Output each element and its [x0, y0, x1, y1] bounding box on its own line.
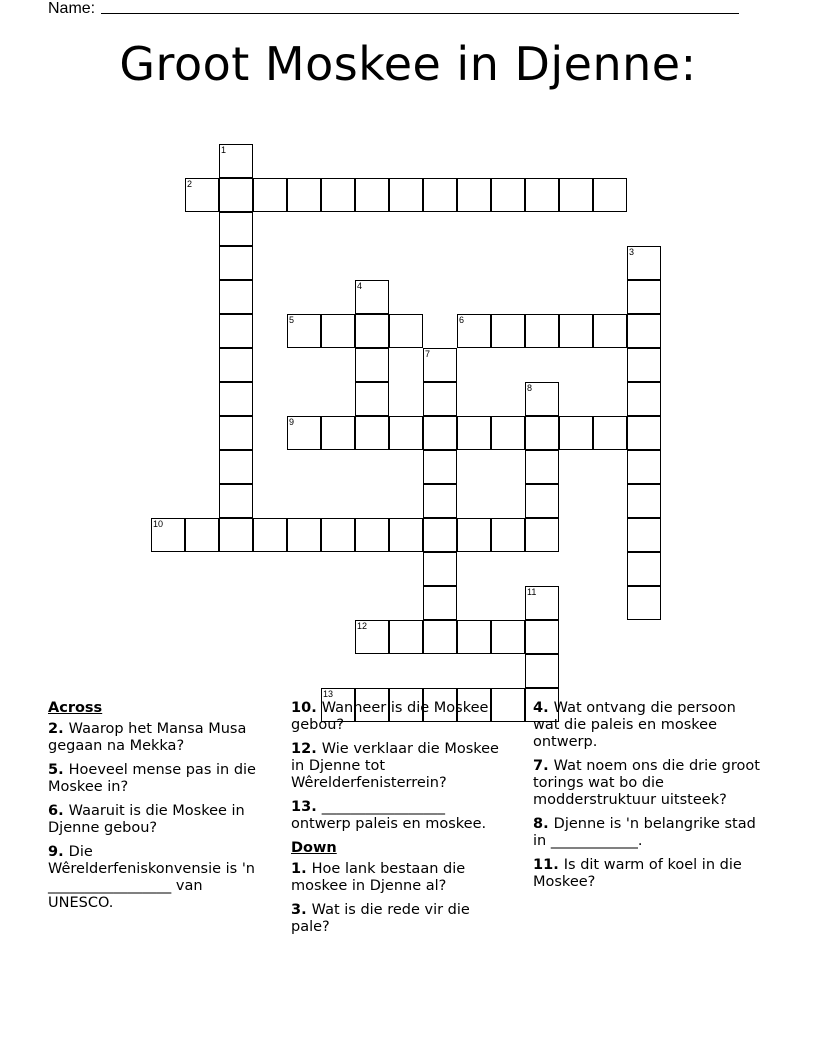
grid-cell[interactable]: [491, 620, 525, 654]
clue-text: Wat ontvang die persoon wat die paleis en moskee ontwerp.: [533, 700, 736, 750]
clue-text: Wat noem ons die drie groot torings wat bo die modderstruktuur uitsteek?: [533, 758, 760, 808]
clue-text: Wie verklaar die Moskee in Djenne tot Wêrelderfenisterrein?: [291, 741, 499, 791]
grid-cell[interactable]: [389, 620, 423, 654]
clue-number: 1: [291, 861, 302, 877]
cell-number: 10: [153, 519, 164, 529]
grid-cell[interactable]: [321, 518, 355, 552]
grid-cell[interactable]: [355, 314, 389, 348]
grid-cell[interactable]: [559, 416, 593, 450]
clue-number: 4: [533, 700, 544, 716]
grid-cell[interactable]: [321, 178, 355, 212]
clue-number: 13: [291, 799, 312, 815]
grid-cell[interactable]: [355, 348, 389, 382]
grid-cell[interactable]: [219, 382, 253, 416]
cell-number: 6: [459, 315, 465, 325]
grid-cell-6[interactable]: [457, 314, 491, 348]
grid-cell[interactable]: [423, 552, 457, 586]
grid-cell[interactable]: [627, 552, 661, 586]
grid-cell[interactable]: [321, 416, 355, 450]
cell-number: 2: [187, 179, 193, 189]
clue-text: Waaruit is die Moskee in Djenne gebou?: [48, 803, 245, 836]
grid-cell[interactable]: [627, 314, 661, 348]
grid-cell-9[interactable]: [287, 416, 321, 450]
grid-cell[interactable]: [423, 178, 457, 212]
clue-4: 4. Wat ontvang die persoon wat die paleis en moskee ontwerp.: [533, 700, 736, 750]
clue-text: Is dit warm of koel in die Moskee?: [533, 857, 742, 890]
clue-number: 5: [48, 762, 59, 778]
grid-cell[interactable]: [253, 178, 287, 212]
cell-number: 12: [357, 621, 368, 631]
clue-number: 9: [48, 844, 59, 860]
name-label: Name:: [48, 0, 96, 17]
grid-cell[interactable]: [355, 382, 389, 416]
grid-cell[interactable]: [457, 416, 491, 450]
clue-number: 12: [291, 741, 312, 757]
grid-cell[interactable]: [287, 518, 321, 552]
grid-cell[interactable]: [525, 416, 559, 450]
grid-cell[interactable]: [627, 382, 661, 416]
grid-cell[interactable]: [287, 178, 321, 212]
clue-text: Djenne is 'n belangrike stad in ____________.: [533, 816, 756, 849]
grid-cell[interactable]: [525, 518, 559, 552]
grid-cell[interactable]: [423, 518, 457, 552]
grid-cell[interactable]: [525, 620, 559, 654]
clue-3: 3. Wat is die rede vir die pale?: [291, 902, 470, 935]
grid-cell[interactable]: [593, 178, 627, 212]
clue-text: Wat is die rede vir die pale?: [291, 902, 470, 935]
grid-cell[interactable]: [423, 586, 457, 620]
down-heading: Down: [291, 840, 337, 856]
clue-number: 10: [291, 700, 312, 716]
clue-9: 9. Die Wêrelderfeniskonvensie is 'n _________________ van UNESCO.: [48, 844, 256, 911]
cell-number: 5: [289, 315, 295, 325]
clue-13: 13. _________________ ontwerp paleis en moskee.: [291, 799, 487, 832]
grid-cell-1[interactable]: [219, 144, 253, 178]
grid-cell[interactable]: [627, 416, 661, 450]
clue-12: 12. Wie verklaar die Moskee in Djenne tot Wêrelderfenisterrein?: [291, 741, 499, 791]
grid-cell[interactable]: [491, 178, 525, 212]
grid-cell[interactable]: [389, 416, 423, 450]
grid-cell[interactable]: [627, 348, 661, 382]
grid-cell[interactable]: [525, 654, 559, 688]
clue-text: _________________ ontwerp paleis en moskee.: [291, 799, 487, 832]
grid-cell[interactable]: [219, 314, 253, 348]
clue-1: 1. Hoe lank bestaan die moskee in Djenne al?: [291, 861, 466, 894]
grid-cell[interactable]: [355, 178, 389, 212]
grid-cell[interactable]: [219, 416, 253, 450]
grid-cell[interactable]: [389, 518, 423, 552]
grid-cell-7[interactable]: [423, 348, 457, 382]
grid-cell[interactable]: [423, 382, 457, 416]
cell-number: 7: [425, 349, 431, 359]
grid-cell[interactable]: [559, 314, 593, 348]
grid-cell[interactable]: [423, 620, 457, 654]
clue-number: 8: [533, 816, 544, 832]
grid-cell[interactable]: [321, 314, 355, 348]
cell-number: 4: [357, 281, 363, 291]
clue-text: Waarop het Mansa Musa gegaan na Mekka?: [48, 721, 247, 754]
grid-cell-2[interactable]: [185, 178, 219, 212]
grid-cell[interactable]: [423, 416, 457, 450]
grid-cell[interactable]: [423, 450, 457, 484]
grid-cell[interactable]: [627, 450, 661, 484]
clue-number: 11: [533, 857, 554, 873]
across-heading: Across: [48, 700, 103, 716]
grid-cell-10[interactable]: [151, 518, 185, 552]
grid-cell[interactable]: [593, 416, 627, 450]
grid-cell[interactable]: [219, 280, 253, 314]
grid-cell[interactable]: [355, 416, 389, 450]
cell-number: 8: [527, 383, 533, 393]
clue-number: 2: [48, 721, 59, 737]
grid-cell-12[interactable]: [355, 620, 389, 654]
clue-number: 7: [533, 758, 544, 774]
grid-cell[interactable]: [457, 518, 491, 552]
clue-11: 11. Is dit warm of koel in die Moskee?: [533, 857, 742, 890]
grid-cell[interactable]: [185, 518, 219, 552]
grid-cell[interactable]: [627, 518, 661, 552]
grid-cell[interactable]: [219, 450, 253, 484]
cell-number: 9: [289, 417, 295, 427]
clue-7: 7. Wat noem ons die drie groot torings wat bo die modderstruktuur uitsteek?: [533, 758, 760, 808]
clue-5: 5. Hoeveel mense pas in die Moskee in?: [48, 762, 256, 795]
cell-number: 3: [629, 247, 635, 257]
grid-cell[interactable]: [627, 484, 661, 518]
grid-cell[interactable]: [219, 178, 253, 212]
grid-cell-8[interactable]: [525, 382, 559, 416]
grid-cell[interactable]: [389, 314, 423, 348]
grid-cell[interactable]: [389, 178, 423, 212]
grid-cell[interactable]: [627, 280, 661, 314]
grid-cell[interactable]: [253, 518, 287, 552]
clue-text: Die Wêrelderfeniskonvensie is 'n _________________ van UNESCO.: [48, 844, 256, 911]
grid-cell[interactable]: [219, 484, 253, 518]
grid-cell-3[interactable]: [627, 246, 661, 280]
clue-8: 8. Djenne is 'n belangrike stad in ____________.: [533, 816, 756, 849]
grid-cell[interactable]: [525, 484, 559, 518]
clue-number: 6: [48, 803, 59, 819]
grid-cell[interactable]: [219, 348, 253, 382]
grid-cell-4[interactable]: [355, 280, 389, 314]
grid-cell[interactable]: [219, 518, 253, 552]
clue-6: 6. Waaruit is die Moskee in Djenne gebou?: [48, 803, 245, 836]
grid-cell[interactable]: [525, 314, 559, 348]
clue-2: 2. Waarop het Mansa Musa gegaan na Mekka?: [48, 721, 247, 754]
grid-cell[interactable]: [525, 178, 559, 212]
grid-cell[interactable]: [457, 620, 491, 654]
grid-cell[interactable]: [219, 246, 253, 280]
cell-number: 11: [527, 587, 537, 597]
grid-cell[interactable]: [491, 518, 525, 552]
cell-number: 13: [323, 689, 334, 699]
grid-cell[interactable]: [559, 178, 593, 212]
clue-10: 10. Wanneer is die Moskee gebou?: [291, 700, 489, 733]
grid-cell-5[interactable]: [287, 314, 321, 348]
grid-cell-11[interactable]: [525, 586, 559, 620]
grid-cell[interactable]: [219, 212, 253, 246]
clues-column-1: [48, 700, 270, 919]
clue-text: Hoe lank bestaan die moskee in Djenne al?: [291, 861, 466, 894]
page-title: Groot Moskee in Djenne:: [119, 37, 697, 91]
cell-number: 1: [221, 145, 227, 155]
clues-column-2: [291, 700, 509, 943]
grid-cell[interactable]: [355, 518, 389, 552]
grid-cell[interactable]: [491, 314, 525, 348]
clue-text: Hoeveel mense pas in die Moskee in?: [48, 762, 256, 795]
grid-cell[interactable]: [491, 416, 525, 450]
grid-cell[interactable]: [627, 586, 661, 620]
clue-number: 3: [291, 902, 302, 918]
grid-cell[interactable]: [423, 484, 457, 518]
grid-cell[interactable]: [525, 450, 559, 484]
grid-cell[interactable]: [593, 314, 627, 348]
grid-cell[interactable]: [457, 178, 491, 212]
clues-column-3: [533, 700, 765, 898]
clue-text: Wanneer is die Moskee gebou?: [291, 700, 489, 733]
